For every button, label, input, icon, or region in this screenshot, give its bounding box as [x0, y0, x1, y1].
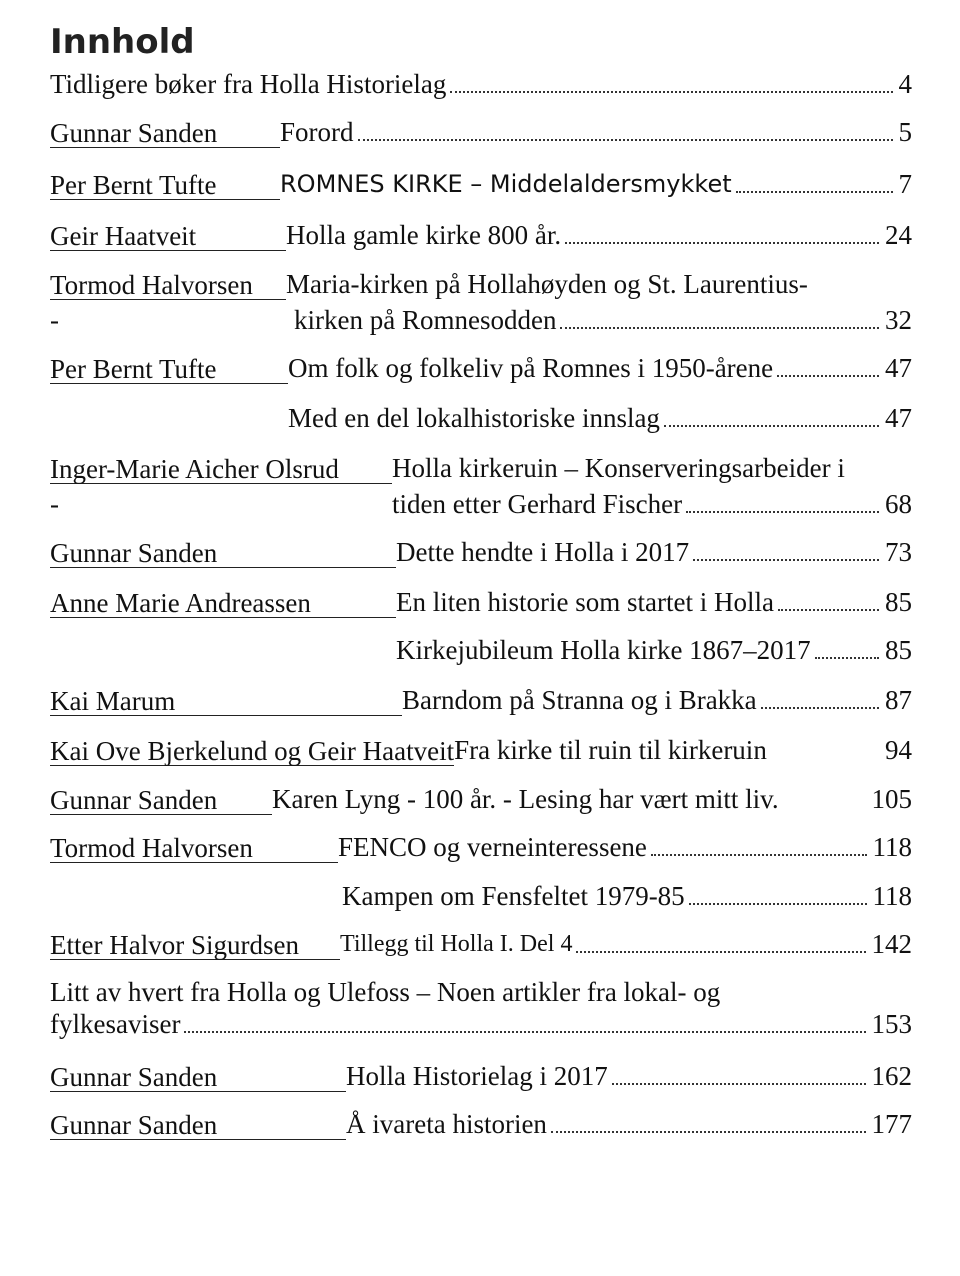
toc-entry: [50, 168, 912, 200]
page-number: 142: [871, 929, 912, 959]
page-number: 47: [885, 353, 912, 383]
toc-entry: [50, 976, 912, 1040]
dot-leader: [815, 657, 879, 659]
entry-title: Tidligere bøker fra Holla Historielag: [50, 69, 447, 99]
entry-author: Gunnar Sanden: [50, 1112, 346, 1140]
page-number: 85: [885, 587, 912, 617]
entry-author: Gunnar Sanden: [50, 540, 396, 568]
toc-entry: [50, 880, 912, 912]
page-number: 177: [871, 1109, 912, 1139]
entry-author: Kai Ove Bjerkelund og Geir Haatveit: [50, 736, 455, 766]
toc-entry: [50, 831, 912, 863]
toc-entry: [50, 68, 912, 100]
page-number: 32: [885, 305, 912, 335]
dot-leader: [689, 903, 867, 905]
toc-entry: [50, 783, 912, 815]
entry-title: Litt av hvert fra Holla og Ulefoss – Noen artikler fra lokal- og: [50, 977, 721, 1007]
entry-title-continued: fylkesaviser: [50, 1009, 181, 1039]
dot-leader: [612, 1083, 866, 1085]
page-title: Innhold: [50, 22, 195, 62]
dot-leader: [761, 707, 879, 709]
toc-entry: [50, 352, 912, 384]
entry-title: Holla gamle kirke 800 år.: [286, 220, 562, 250]
entry-title-continued: kirken på Romnesodden: [294, 305, 557, 335]
toc-entry: [50, 1108, 912, 1140]
toc-entry: [50, 634, 912, 666]
dot-leader: [664, 425, 879, 427]
dot-leader: [693, 559, 879, 561]
entry-title: Fra kirke til ruin til kirkeruin: [454, 735, 767, 765]
entry-title: ROMNES KIRKE – Middelaldersmykket: [280, 170, 732, 198]
dot-leader: [450, 91, 892, 93]
dot-leader: [777, 375, 879, 377]
entry-author: Per Bernt Tufte: [50, 356, 288, 384]
page-number: 105: [871, 784, 912, 814]
page-number: 118: [872, 832, 912, 862]
toc-entry: [50, 684, 912, 716]
toc-entry: [50, 219, 912, 251]
entry-author: Inger-Marie Aicher Olsrud: [50, 456, 392, 484]
dot-leader: [783, 806, 866, 808]
toc-entry: [50, 1060, 912, 1092]
toc-entry: [50, 928, 912, 960]
page-number: 162: [871, 1061, 912, 1091]
entry-author: Geir Haatveit: [50, 223, 286, 251]
page-number: 5: [898, 117, 912, 147]
entry-author: Gunnar Sanden: [50, 787, 272, 815]
dot-leader: [651, 854, 867, 856]
entry-author: Tormod Halvorsen: [50, 835, 338, 863]
page-number: 85: [885, 635, 912, 665]
entry-title: En liten historie som startet i Holla: [396, 587, 774, 617]
entry-title-continued: tiden etter Gerhard Fischer: [392, 489, 683, 519]
toc-entry: [50, 536, 912, 568]
entry-author: Gunnar Sanden: [50, 1064, 346, 1092]
page-number: 4: [898, 69, 912, 99]
dot-leader: [358, 139, 893, 141]
dash-marker: -: [50, 305, 59, 335]
entry-title: Med en del lokalhistoriske innslag: [288, 403, 660, 433]
entry-author: Kai Marum: [50, 688, 402, 716]
entry-title: Å ivareta historien: [346, 1109, 547, 1139]
dot-leader: [560, 327, 879, 329]
entry-title: Dette hendte i Holla i 2017: [396, 537, 690, 567]
entry-title: Kirkejubileum Holla kirke 1867–2017: [396, 635, 811, 665]
toc-entry: [50, 402, 912, 434]
entry-title: Forord: [280, 117, 354, 147]
entry-title: Om folk og folkeliv på Romnes i 1950-årene: [288, 353, 774, 383]
toc-entry: [50, 116, 912, 148]
entry-title: Barndom på Stranna og i Brakka: [402, 685, 757, 715]
page-number: 68: [885, 489, 912, 519]
entry-title: Kampen om Fensfeltet 1979-85: [342, 881, 685, 911]
page-number: 87: [885, 685, 912, 715]
page-number: 73: [885, 537, 912, 567]
page-number: 153: [871, 1009, 912, 1039]
entry-title: FENCO og verneinteressene: [338, 832, 647, 862]
toc-entry: [50, 734, 912, 766]
dot-leader: [565, 242, 879, 244]
toc-entry: [50, 268, 912, 336]
entry-title: Maria-kirken på Hollahøyden og St. Laurentius-: [286, 269, 808, 299]
entry-author: Tormod Halvorsen: [50, 272, 286, 300]
entry-author: Etter Halvor Sigurdsen: [50, 932, 340, 960]
page-number: 7: [898, 169, 912, 199]
page-number: 118: [872, 881, 912, 911]
dot-leader: [771, 757, 879, 759]
page-number: 47: [885, 403, 912, 433]
toc-entry: [50, 452, 912, 520]
dot-leader: [736, 191, 893, 193]
page-number: 94: [885, 735, 912, 765]
dot-leader: [184, 1031, 865, 1033]
dot-leader: [778, 609, 879, 611]
entry-title: Karen Lyng - 100 år. - Lesing har vært mitt liv.: [272, 784, 779, 814]
dot-leader: [551, 1131, 866, 1133]
dot-leader: [576, 951, 865, 953]
toc-entry: [50, 586, 912, 618]
entry-title: Tillegg til Holla I. Del 4: [340, 931, 573, 957]
page-number: 24: [885, 220, 912, 250]
entry-author: Anne Marie Andreassen: [50, 590, 396, 618]
dot-leader: [686, 511, 879, 513]
dash-marker: -: [50, 489, 59, 519]
entry-title: Holla Historielag i 2017: [346, 1061, 608, 1091]
entry-author: Per Bernt Tufte: [50, 172, 280, 200]
entry-title: Holla kirkeruin – Konserveringsarbeider i: [392, 453, 845, 483]
entry-author: Gunnar Sanden: [50, 120, 280, 148]
